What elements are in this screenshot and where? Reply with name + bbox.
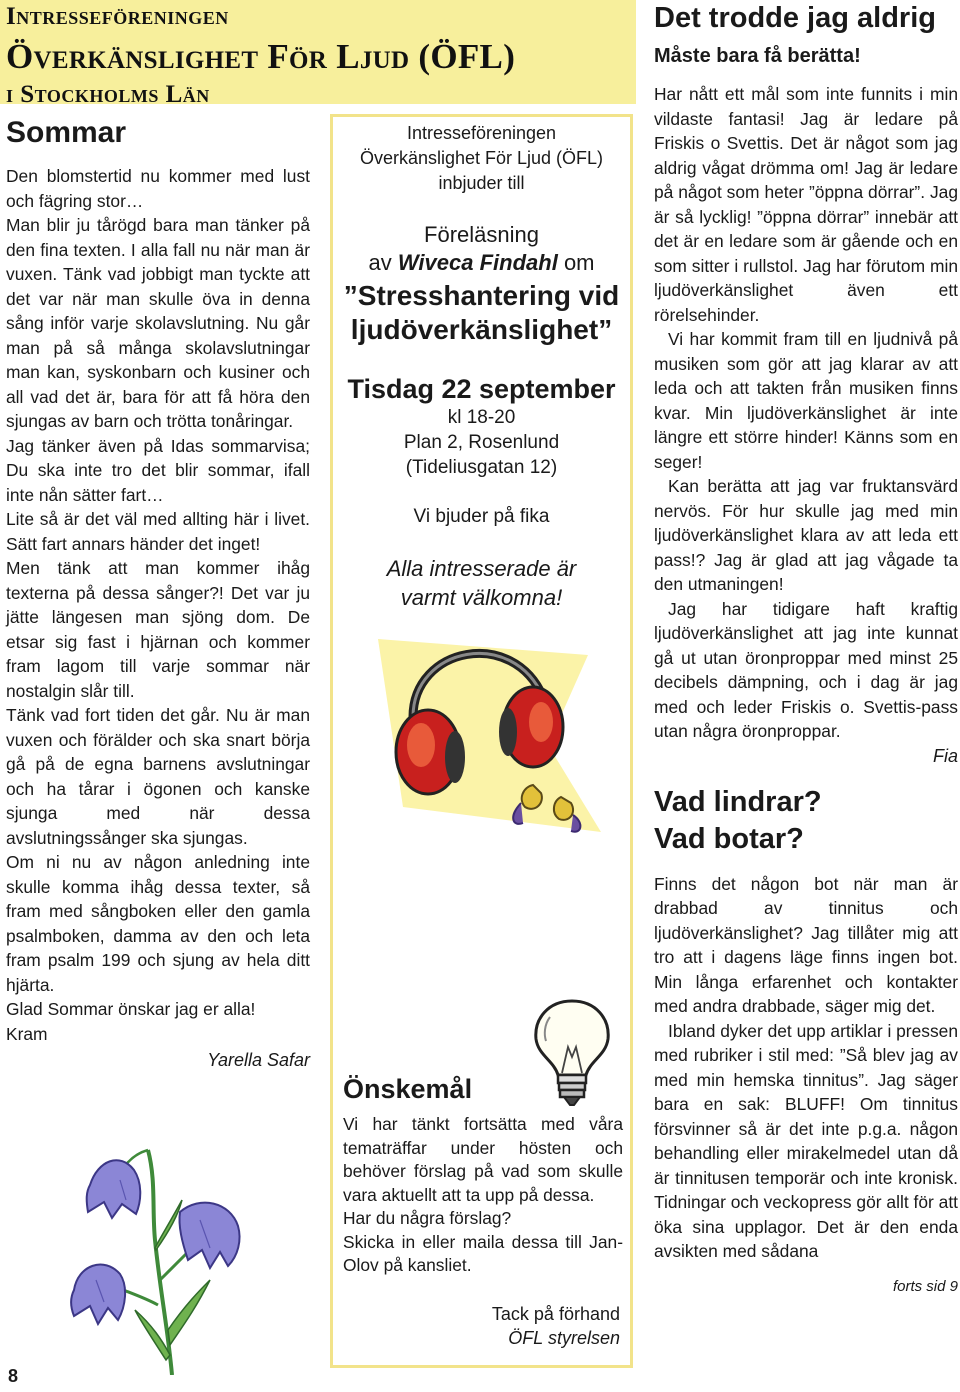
page-number: 8 <box>8 1366 19 1386</box>
event-location: kl 18-20 Plan 2, Rosenlund (Tideliusgatan 12) <box>403 407 560 478</box>
event-topic: ”Stresshantering vid ljudöverkänslighet” <box>343 280 620 345</box>
event-title: Föreläsning <box>424 222 539 247</box>
light-bulb-icon <box>528 997 616 1109</box>
event-speaker: Wiveca Findahl <box>397 250 558 275</box>
onskemal-body: Vi har tänkt fortsätta med våra tematräffar under hösten och behöver förslag på vad som skulle vara aktuellt att ta upp på dessa. Har du några förslag? Skicka in eller maila dessa till Jan-Olov på kansliet. <box>343 1114 623 1275</box>
trodde-paragraph: Vi har kommit fram till en ljudnivå på musiken som gör att jag klarar av att leda och att takten från musiken finns kvar. Min ljudöverkänslighet är inte längre ett större hinder! Känns som en seger! <box>654 329 958 472</box>
event-by-suffix: om <box>563 250 595 275</box>
continued-note: forts sid 9 <box>892 1277 958 1295</box>
vad-paragraph: Ibland dyker det upp artiklar i pressen med rubriker i stil med: ”Så blev jag av med min hemska tinnitus”. Jag säger bara en sak: BLUFF! Om tinnitus försvinner så är det inte p.g.a. någon behandling eller mirakelmedel utan då är tinnitusen temporär och inte kronisk. Tidningar och veckopress gör allt för att öka sina upplagor. Det är den enda avsikten med sådana <box>654 1020 959 1261</box>
onskemal-from: ÖFL styrelsen <box>508 1328 620 1348</box>
masthead-line-2: Överkänslighet För Ljud (ÖFL) <box>6 37 516 76</box>
event-fika: Vi bjuder på fika <box>413 506 550 527</box>
event-speaker-line <box>333 249 630 277</box>
vad-paragraph: Finns det någon bot när man är drabbad av tinnitus och ljudöverkänslighet? Jag tillåter mig att tro att i dagens läge finns ingen bot. Min långa erfarenhet och kontakter med andra drabbade, säger mig det. <box>654 873 958 1016</box>
sommar-signature: Yarella Safar <box>207 1050 310 1070</box>
event-intro: Intresseföreningen Överkänslighet För Ljud (ÖFL) inbjuder till <box>359 123 604 193</box>
trodde-subheading: Måste bara få berätta! <box>654 45 861 67</box>
trodde-heading: Det trodde jag aldrig <box>654 2 936 34</box>
event-by-prefix: av <box>368 250 392 275</box>
sommar-heading: Sommar <box>6 116 127 149</box>
event-invitation-box <box>330 114 633 1368</box>
onskemal-thanks: Tack på förhand <box>491 1304 620 1324</box>
event-welcome: Alla intresserade är varmt välkomna! <box>386 556 577 610</box>
masthead-line-3: i Stockholms Län <box>6 81 210 108</box>
trodde-signature: Fia <box>932 745 958 766</box>
event-date: Tisdag 22 september <box>347 374 616 404</box>
right-column <box>654 0 958 1295</box>
masthead <box>0 0 636 108</box>
trodde-paragraph: Har nått ett mål som inte funnits i min vildaste fantasi! Jag är ledare på Friskis o Svettis. Det är något som jag aldrig vågat drömma om! Jag är ledare på något som heter ”öppna dörrar”. Jag är så lycklig! ”öppna dörrar” innebär att det är en ledare som är gående och en som sitter i rullstol. Jag har förutom min ljudöverkänslighet även ett rörelsehinder. <box>654 84 958 325</box>
bellflower-illustration <box>60 1130 270 1375</box>
earmuffs-illustration <box>373 627 603 847</box>
sommar-body: Den blomstertid nu kommer med lust och fägring stor… Man blir ju tårögd bara man tänker på den fina texten. I alla fall nu när man är vuxen. Tänk vad jobbigt man tyckte att det var när man skulle öva in denna sång inför varje skolavslutning. Nu går man på så många skolavslutningar man kan, syskonbarn och kusiner och all vad det är, bara för att få höra den sjungas av barn och trötta tonåringar. Jag tänker även på Idas sommarvisa; Du ska inte tro det blir sommar, ifall inte nån sätter fart… Lite så är det väl med allting här i livet. Sätt fart annars händer det inget! Men tänk att man kommer ihåg texterna på dessa sånger?! Det var ju jätte längesen man sjöng dom. De etsar sig fast i hjärnan och kommer fram lagom till varje sommar när nostalgin slår till. Tänk vad fort tiden det går. Nu är man vuxen och förälder och ska snart börja gå på de egna barnens avslutningar och ha tårar i ögonen och kanske sjunga med när dessa avslutningssånger ska sjungas. Om ni nu av någon anledning inte skulle komma ihåg dessa texter, så fram med sångboken eller den gamla psalmboken, damma av den och leta fram psalm 199 och sjung av hela ditt hjärta. Glad Sommar önskar jag er alla! Kram <box>6 166 310 1044</box>
onskemal-signoff <box>492 1302 620 1350</box>
onskemal-heading: Önskemål <box>343 1074 473 1104</box>
trodde-paragraph: Jag har tidigare haft kraftig ljudöverkänslighet att jag inte kunnat gå ut utan öronproppar med minst 25 decibels dämpning, och i dag är jag med och leder Friskis o. Svettis-pass utan några öronproppar. <box>654 598 958 741</box>
sommar-article <box>6 114 310 1072</box>
masthead-line-1: Intresseföreningen <box>6 3 229 30</box>
vad-heading: Vad lindrar? Vad botar? <box>654 785 822 855</box>
trodde-paragraph: Kan berätta att jag var fruktansvärd nervös. För hur skulle jag med min ljudöverkänslighet klara av att leda ett pass!? Jag är glad att jag vågade ta den utmaningen! <box>654 476 958 594</box>
